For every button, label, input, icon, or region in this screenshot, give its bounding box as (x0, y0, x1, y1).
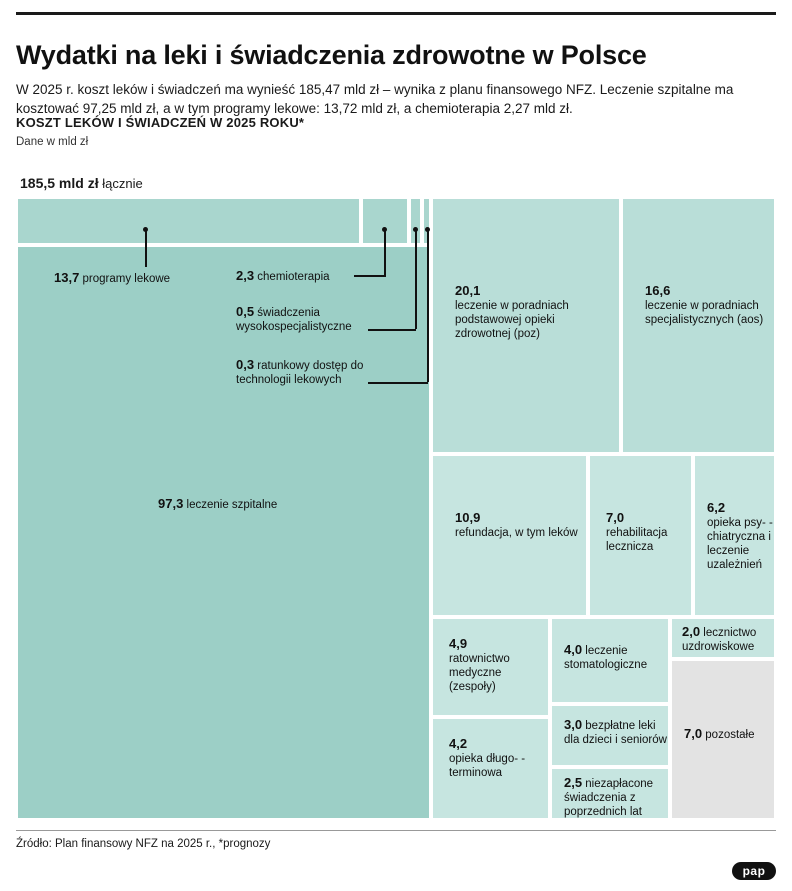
callout-label-chemioterapia: chemioterapia (257, 271, 330, 283)
label-niezaplacone: niezapłacone świadczenia z poprzednich lat (564, 778, 654, 818)
treemap-cell-refundacja[interactable] (431, 454, 588, 617)
value-leczenie-szpitalne: 97,3 (158, 496, 184, 511)
callout-value-programy-lekowe: 13,7 (54, 270, 80, 285)
value-niezaplacone: 2,5 (564, 775, 583, 790)
treemap-cell-poz[interactable] (431, 197, 621, 454)
total-label (20, 175, 143, 191)
treemap-cell-ratownictwo[interactable] (431, 617, 550, 717)
treemap-cell-psychiatryczna[interactable] (693, 454, 776, 617)
callout-value-ratunkowy: 0,3 (236, 357, 255, 372)
label-pozostale: pozostałe (705, 729, 755, 741)
treemap-cell-pozostale[interactable] (670, 659, 776, 820)
value-pozostale: 7,0 (684, 726, 703, 741)
callout-programy-lekowe (54, 271, 170, 286)
label-leczenie-szpitalne: leczenie szpitalne (186, 499, 278, 511)
source-note: Źródło: Plan finansowy NFZ na 2025 r., *prognozy (16, 838, 271, 850)
callout-label-ratunkowy: ratunkowy dostęp do technologii lekowych (236, 360, 364, 386)
callout-leader-programy-lekowe (145, 230, 147, 267)
label-opieka-dlugoterminowa: opieka długo- -terminowa (449, 753, 526, 779)
label-ratownictwo: ratownictwo medyczne (zespoły) (449, 653, 510, 693)
label-rehabilitacja: rehabilitacja lecznicza (606, 527, 668, 553)
treemap-cell-niezaplacone[interactable] (550, 767, 670, 820)
callout-value-swiadczenia: 0,5 (236, 304, 255, 319)
callout-leader-swiadczenia-v (415, 230, 417, 329)
callout-leader-swiadczenia-h (368, 329, 416, 331)
label-refundacja: refundacja, w tym leków (455, 527, 578, 539)
value-uzdrowiskowe: 2,0 (682, 624, 701, 639)
total-suffix: łącznie (102, 176, 143, 191)
label-poz: leczenie w poradniach podstawowej opieki zdrowotnej (poz) (455, 300, 569, 340)
label-aos: leczenie w poradniach specjalistycznych (aos) (645, 300, 764, 326)
value-stomatologiczne: 4,0 (564, 642, 583, 657)
value-rehabilitacja: 7,0 (606, 510, 625, 525)
value-opieka-dlugoterminowa: 4,2 (449, 736, 468, 751)
total-value: 185,5 mld zł (20, 175, 99, 191)
chart-unit-note: Dane w mld zł (16, 136, 89, 148)
callout-value-chemioterapia: 2,3 (236, 268, 255, 283)
treemap-cell-opieka-dlugoterminowa[interactable] (431, 717, 550, 820)
treemap-cell-uzdrowiskowe[interactable] (670, 617, 776, 659)
value-ratownictwo: 4,9 (449, 636, 468, 651)
treemap-cell-programy-lekowe[interactable] (16, 197, 361, 245)
callout-leader-ratunkowy-v (427, 230, 429, 382)
top-divider (16, 12, 776, 15)
callout-ratunkowy (236, 358, 371, 387)
callout-label-programy-lekowe: programy lekowe (82, 273, 171, 285)
label-psychiatryczna: opieka psy- -chiatryczna i leczenie uzależnień (707, 517, 773, 571)
lead-paragraph: W 2025 r. koszt leków i świadczeń ma wynieść 185,47 mld zł – wynika z planu finansowego NFZ. Leczenie szpitalne ma kosztować 97,25 mld zł, a w tym programy lekowe: 13,72 mld zł, a chemioterapia 2,27 mld zł. (16, 81, 734, 116)
pap-logo: pap (732, 862, 776, 880)
treemap-chart (16, 197, 776, 820)
treemap-cell-rehabilitacja[interactable] (588, 454, 693, 617)
callout-leader-chemioterapia-v (384, 230, 386, 275)
value-aos: 16,6 (645, 283, 671, 298)
label-bezplatne-leki: bezpłatne leki dla dzieci i seniorów (564, 720, 667, 746)
callout-leader-ratunkowy-h (368, 382, 428, 384)
label-uzdrowiskowe: lecznictwo uzdrowiskowe (682, 627, 757, 653)
chart-subhead: KOSZT LEKÓW I ŚWIADCZEŃ W 2025 ROKU* (16, 115, 305, 130)
value-poz: 20,1 (455, 283, 481, 298)
value-psychiatryczna: 6,2 (707, 500, 726, 515)
label-stomatologiczne: leczenie stomatologiczne (564, 645, 648, 671)
callout-leader-chemioterapia-h (354, 275, 386, 277)
value-bezplatne-leki: 3,0 (564, 717, 583, 732)
value-refundacja: 10,9 (455, 510, 481, 525)
treemap-cell-aos[interactable] (621, 197, 776, 454)
bottom-divider (16, 830, 776, 831)
treemap-cell-bezplatne-leki[interactable] (550, 704, 670, 767)
page-title: Wydatki na leki i świadczenia zdrowotne w Polsce (16, 40, 647, 71)
callout-label-swiadczenia: świadczenia wysokospecjalistyczne (236, 307, 352, 333)
treemap-cell-stomatologiczne[interactable] (550, 617, 670, 704)
callout-chemioterapia (236, 269, 330, 284)
callout-swiadczenia (236, 305, 371, 334)
